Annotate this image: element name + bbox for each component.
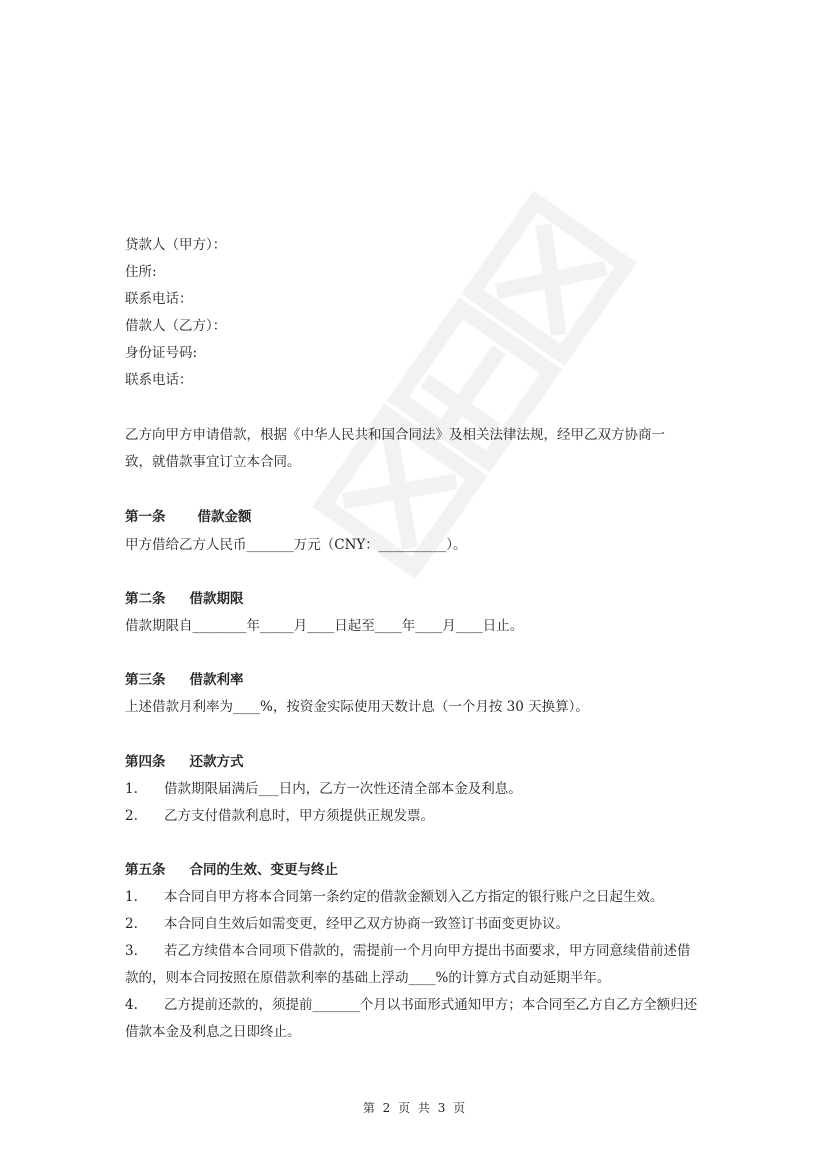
list-item xyxy=(125,996,697,1014)
article-title: 借款利率 xyxy=(189,672,244,688)
item-text: 乙方支付借款利息时，甲方须提供正规发票。 xyxy=(164,808,434,824)
item-text: 本合同自生效后如需变更，经甲乙双方协商一致签订书面变更协议。 xyxy=(164,916,569,932)
article-3-heading xyxy=(125,671,244,689)
borrower-label: 借款人（乙方）： xyxy=(125,318,227,334)
lender-label: 贷款人（甲方）： xyxy=(125,237,227,253)
article-title: 合同的生效、变更与终止 xyxy=(189,862,338,878)
lender-address-label: 住所: xyxy=(125,264,157,280)
borrower-phone-label: 联系电话： xyxy=(125,372,193,388)
article-4-heading xyxy=(125,753,244,771)
item-text: 若乙方续借本合同项下借款的，需提前一个月向甲方提出书面要求，甲方同意续借前述借 xyxy=(164,943,691,959)
list-item xyxy=(125,807,434,825)
list-item-continuation: 款的，则本合同按照在原借款利率的基础上浮动____%的计算方式自动延期半年。 xyxy=(125,970,611,986)
borrower-id-label: 身份证号码: xyxy=(125,345,198,361)
intro-line: 致，就借款事宜订立本合同。 xyxy=(125,454,301,470)
lender-phone-label: 联系电话： xyxy=(125,291,193,307)
item-number: 2. xyxy=(125,808,138,824)
item-number: 1. xyxy=(125,781,138,797)
list-item xyxy=(125,780,522,798)
article-5-heading xyxy=(125,861,338,879)
article-2-heading xyxy=(125,590,244,608)
list-item-continuation: 借款本金及利息之日即终止。 xyxy=(125,1024,301,1040)
article-1-heading xyxy=(125,508,252,526)
article-title: 还款方式 xyxy=(189,754,244,770)
item-number: 3. xyxy=(125,943,138,959)
article-number: 第五条 xyxy=(125,862,166,878)
page-number-footer: 第 2 页 共 3 页 xyxy=(362,1101,468,1115)
item-number: 2. xyxy=(125,916,138,932)
item-text: 乙方提前还款的，须提前_______个月以书面形式通知甲方；本合同至乙方自乙方全额归还 xyxy=(164,997,698,1013)
article-number: 第四条 xyxy=(125,754,166,770)
item-text: 本合同自甲方将本合同第一条约定的借款金额划入乙方指定的银行账户之日起生效。 xyxy=(164,889,664,905)
article-3-text: 上述借款月利率为____%，按资金实际使用天数计息（一个月按 30 天换算）。 xyxy=(125,699,589,715)
list-item xyxy=(125,888,664,906)
article-1-text: 甲方借给乙方人民币_______万元（CNY：__________）。 xyxy=(125,537,467,553)
article-number: 第三条 xyxy=(125,672,166,688)
list-item xyxy=(125,915,569,933)
article-2-text: 借款期限自________年_____月____日起至____年____月____日止。 xyxy=(125,618,524,634)
list-item xyxy=(125,942,691,960)
intro-line: 乙方向甲方申请借款，根据《中华人民共和国合同法》及相关法律法规，经甲乙双方协商一 xyxy=(125,427,665,443)
article-title: 借款金额 xyxy=(197,509,252,525)
item-text: 借款期限届满后___日内，乙方一次性还清全部本金及利息。 xyxy=(164,781,522,797)
article-number: 第一条 xyxy=(125,509,166,525)
article-number: 第二条 xyxy=(125,591,166,607)
article-title: 借款期限 xyxy=(189,591,244,607)
item-number: 4. xyxy=(125,997,138,1013)
item-number: 1. xyxy=(125,889,138,905)
